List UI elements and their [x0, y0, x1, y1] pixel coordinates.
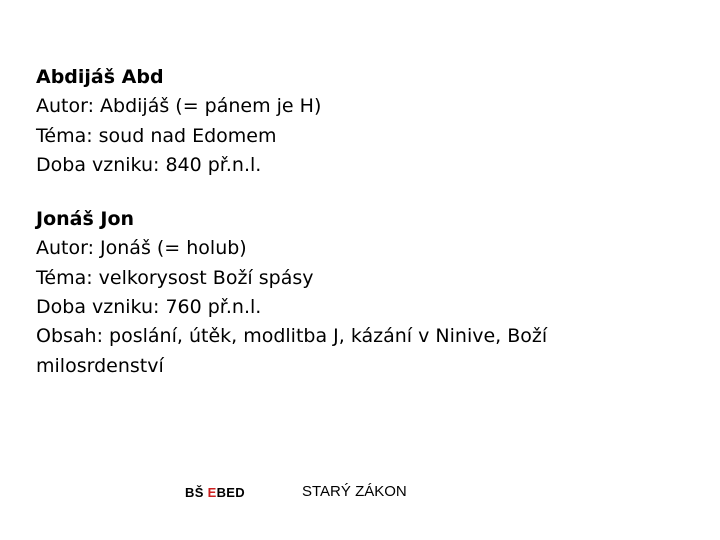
book-theme: Téma: velkorysost Boží spásy — [36, 266, 314, 289]
book-heading: Abdijáš Abd — [36, 66, 164, 88]
book-author: Autor: Jonáš (= holub) — [36, 237, 247, 260]
book-heading: Jonáš Jon — [36, 208, 135, 231]
slide-footer — [0, 482, 720, 504]
book-section-abdijas — [36, 63, 596, 180]
book-date: Doba vzniku: 760 př.n.l. — [36, 296, 262, 319]
footer-title: STARÝ ZÁKON — [302, 483, 407, 500]
ebed-logo — [185, 485, 245, 500]
logo-accent-letter: E — [207, 485, 217, 500]
book-section-jonas — [36, 205, 596, 381]
book-date: Doba vzniku: 840 př.n.l. — [36, 153, 262, 176]
logo-prefix: BŠ — [185, 485, 208, 500]
logo-suffix: BED — [216, 485, 245, 500]
slide-content — [36, 63, 596, 381]
book-content: Obsah: poslání, útěk, modlitba J, kázání v Ninive, Boží milosrdenství — [36, 325, 548, 377]
book-theme: Téma: soud nad Edomem — [36, 124, 277, 147]
book-author: Autor: Abdijáš (= pánem je H) — [36, 95, 322, 118]
